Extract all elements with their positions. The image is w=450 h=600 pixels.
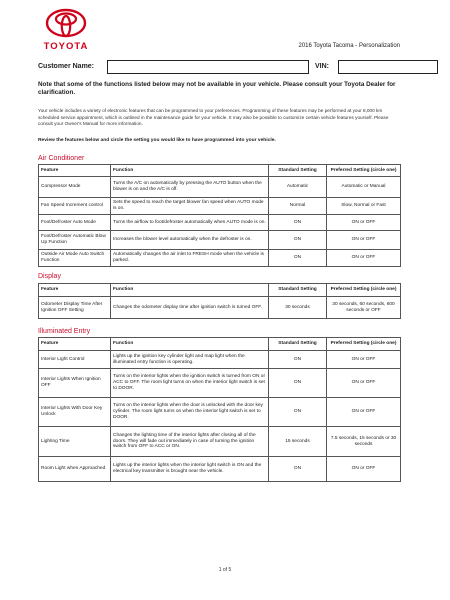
preferred-cell[interactable]: ON or OFF bbox=[327, 215, 401, 231]
header-standard: Standard Setting bbox=[269, 165, 327, 177]
feature-cell: Interior Lights When Ignition OFF bbox=[39, 369, 111, 398]
standard-cell: ON bbox=[269, 250, 327, 267]
table-row bbox=[39, 215, 401, 231]
function-cell: Increases the blower level automatically when the defroster is on. bbox=[111, 231, 269, 250]
table-header-row bbox=[39, 338, 401, 351]
toyota-emblem-icon bbox=[38, 6, 94, 40]
preferred-cell[interactable]: ON or OFF bbox=[327, 369, 401, 398]
feature-cell: Lighting Time bbox=[39, 427, 111, 457]
feature-cell: Interior Lights With Door Key Unlock bbox=[39, 398, 111, 427]
function-cell: Sets the speed to reach the target blower fan speed when AUTO mode is on. bbox=[111, 198, 269, 215]
standard-cell: ON bbox=[269, 231, 327, 250]
feature-cell: Foot/Defroster Automatic Blow Up Function bbox=[39, 231, 111, 250]
vin-field[interactable] bbox=[338, 60, 438, 74]
feature-cell: Fan Speed Increment control bbox=[39, 198, 111, 215]
table-air-conditioner bbox=[38, 164, 401, 267]
header-feature: Feature bbox=[39, 165, 111, 177]
header-preferred: Preferred Setting (circle one) bbox=[327, 284, 401, 297]
customer-row bbox=[38, 60, 400, 74]
header-function: Function bbox=[111, 284, 269, 297]
review-instruction: Review the features below and circle the setting you would like to have programmed into your vehicle. bbox=[38, 138, 276, 143]
intro-paragraph: Your vehicle includes a variety of electronic features that can be programmed to your preferences. Programming of these features may be performed at your 8,000 km scheduled service appointment, which is outlined in the maintenance guide for your vehicle. It may also be possible to customize certain vehicle features yourself. Please consult your Owner's Manual for more information. bbox=[38, 108, 389, 127]
table-row bbox=[39, 369, 401, 398]
header-feature: Feature bbox=[39, 338, 111, 351]
table-header-row bbox=[39, 284, 401, 297]
header-feature: Feature bbox=[39, 284, 111, 297]
standard-cell: ON bbox=[269, 369, 327, 398]
table-illuminated-entry bbox=[38, 337, 401, 482]
table-row bbox=[39, 427, 401, 457]
function-cell: Lights up the ignition key cylinder light and map light when the illuminated entry function is operating. bbox=[111, 351, 269, 369]
section-title-air-conditioner: Air Conditioner bbox=[38, 155, 85, 162]
preferred-cell[interactable]: ON or OFF bbox=[327, 351, 401, 369]
preferred-cell[interactable]: ON or OFF bbox=[327, 231, 401, 250]
header-function: Function bbox=[111, 338, 269, 351]
function-cell: Automatically changes the air inlet to FRESH mode when the vehicle is parked. bbox=[111, 250, 269, 267]
feature-cell: Outside Air Mode Auto Switch Function bbox=[39, 250, 111, 267]
table-row bbox=[39, 250, 401, 267]
standard-cell: ON bbox=[269, 398, 327, 427]
section-title-illuminated-entry: Illuminated Entry bbox=[38, 328, 91, 335]
feature-cell: Compressor Mode bbox=[39, 177, 111, 198]
customer-name-label: Customer Name: bbox=[38, 63, 95, 70]
standard-cell: ON bbox=[269, 457, 327, 482]
preferred-cell[interactable]: ON or OFF bbox=[327, 457, 401, 482]
preferred-cell[interactable]: ON or OFF bbox=[327, 250, 401, 267]
feature-cell: Odometer Display Time After Ignition OFF Setting bbox=[39, 297, 111, 319]
vin-label: VIN: bbox=[315, 63, 329, 70]
dealer-note: Note that some of the functions listed below may not be available in your vehicle. Please consult your Toyota Dealer for clarification. bbox=[38, 81, 396, 97]
preferred-cell[interactable]: 7.5 seconds, 15 seconds or 30 seconds bbox=[327, 427, 401, 457]
document-title: 2016 Toyota Tacoma - Personalization bbox=[298, 43, 400, 49]
table-row bbox=[39, 231, 401, 250]
standard-cell: 15 seconds bbox=[269, 427, 327, 457]
standard-cell: 30 seconds bbox=[269, 297, 327, 319]
feature-cell: Interior Light Control bbox=[39, 351, 111, 369]
table-header-row bbox=[39, 165, 401, 177]
table-row bbox=[39, 457, 401, 482]
standard-cell: Automatic bbox=[269, 177, 327, 198]
table-row bbox=[39, 297, 401, 319]
customer-name-field[interactable] bbox=[107, 60, 309, 74]
toyota-logo bbox=[38, 6, 94, 52]
function-cell: Changes the odometer display time after ignition switch is turned OFF. bbox=[111, 297, 269, 319]
function-cell: Turns the A/C on automatically by pressing the AUTO button when the blower is on and the A/C is off. bbox=[111, 177, 269, 198]
function-cell: Changes the lighting time of the interior lights after closing all of the doors. They will fade out immediately in case of turning the ignition switch from OFF to ACC or ON. bbox=[111, 427, 269, 457]
header-standard: Standard Setting bbox=[269, 338, 327, 351]
table-row bbox=[39, 351, 401, 369]
brand-wordmark: TOYOTA bbox=[43, 41, 89, 52]
table-row bbox=[39, 198, 401, 215]
function-cell: Turns on the interior lights when the ignition switch is turned from ON or ACC to OFF. The room light turns on when the interior light switch is set to DOOR. bbox=[111, 369, 269, 398]
header-preferred: Preferred Setting (circle one) bbox=[327, 338, 401, 351]
page-number: 1 of 5 bbox=[218, 567, 232, 573]
section-title-display: Display bbox=[38, 273, 61, 280]
feature-cell: Foot/Defroster Auto Mode bbox=[39, 215, 111, 231]
preferred-cell[interactable]: Automatic or Manual bbox=[327, 177, 401, 198]
preferred-cell[interactable]: Slow, Normal or Fast bbox=[327, 198, 401, 215]
header-function: Function bbox=[111, 165, 269, 177]
standard-cell: ON bbox=[269, 215, 327, 231]
function-cell: Lights up the interior lights when the interior light switch is ON and the electrical key transmitter is brought near the vehicle. bbox=[111, 457, 269, 482]
standard-cell: Normal bbox=[269, 198, 327, 215]
preferred-cell[interactable]: 30 seconds, 60 seconds, 600 seconds or OFF bbox=[327, 297, 401, 319]
table-row bbox=[39, 177, 401, 198]
header-preferred: Preferred Setting (circle one) bbox=[327, 165, 401, 177]
preferred-cell[interactable]: ON or OFF bbox=[327, 398, 401, 427]
feature-cell: Room Light when Approached bbox=[39, 457, 111, 482]
function-cell: Turns on the interior lights when the door is unlocked with the door key cylinder. The room light turns on when the interior light switch is set to DOOR. bbox=[111, 398, 269, 427]
header-standard: Standard Setting bbox=[269, 284, 327, 297]
function-cell: Turns the airflow to foot/defroster automatically when AUTO mode is on. bbox=[111, 215, 269, 231]
table-row bbox=[39, 398, 401, 427]
standard-cell: ON bbox=[269, 351, 327, 369]
table-display bbox=[38, 283, 401, 319]
